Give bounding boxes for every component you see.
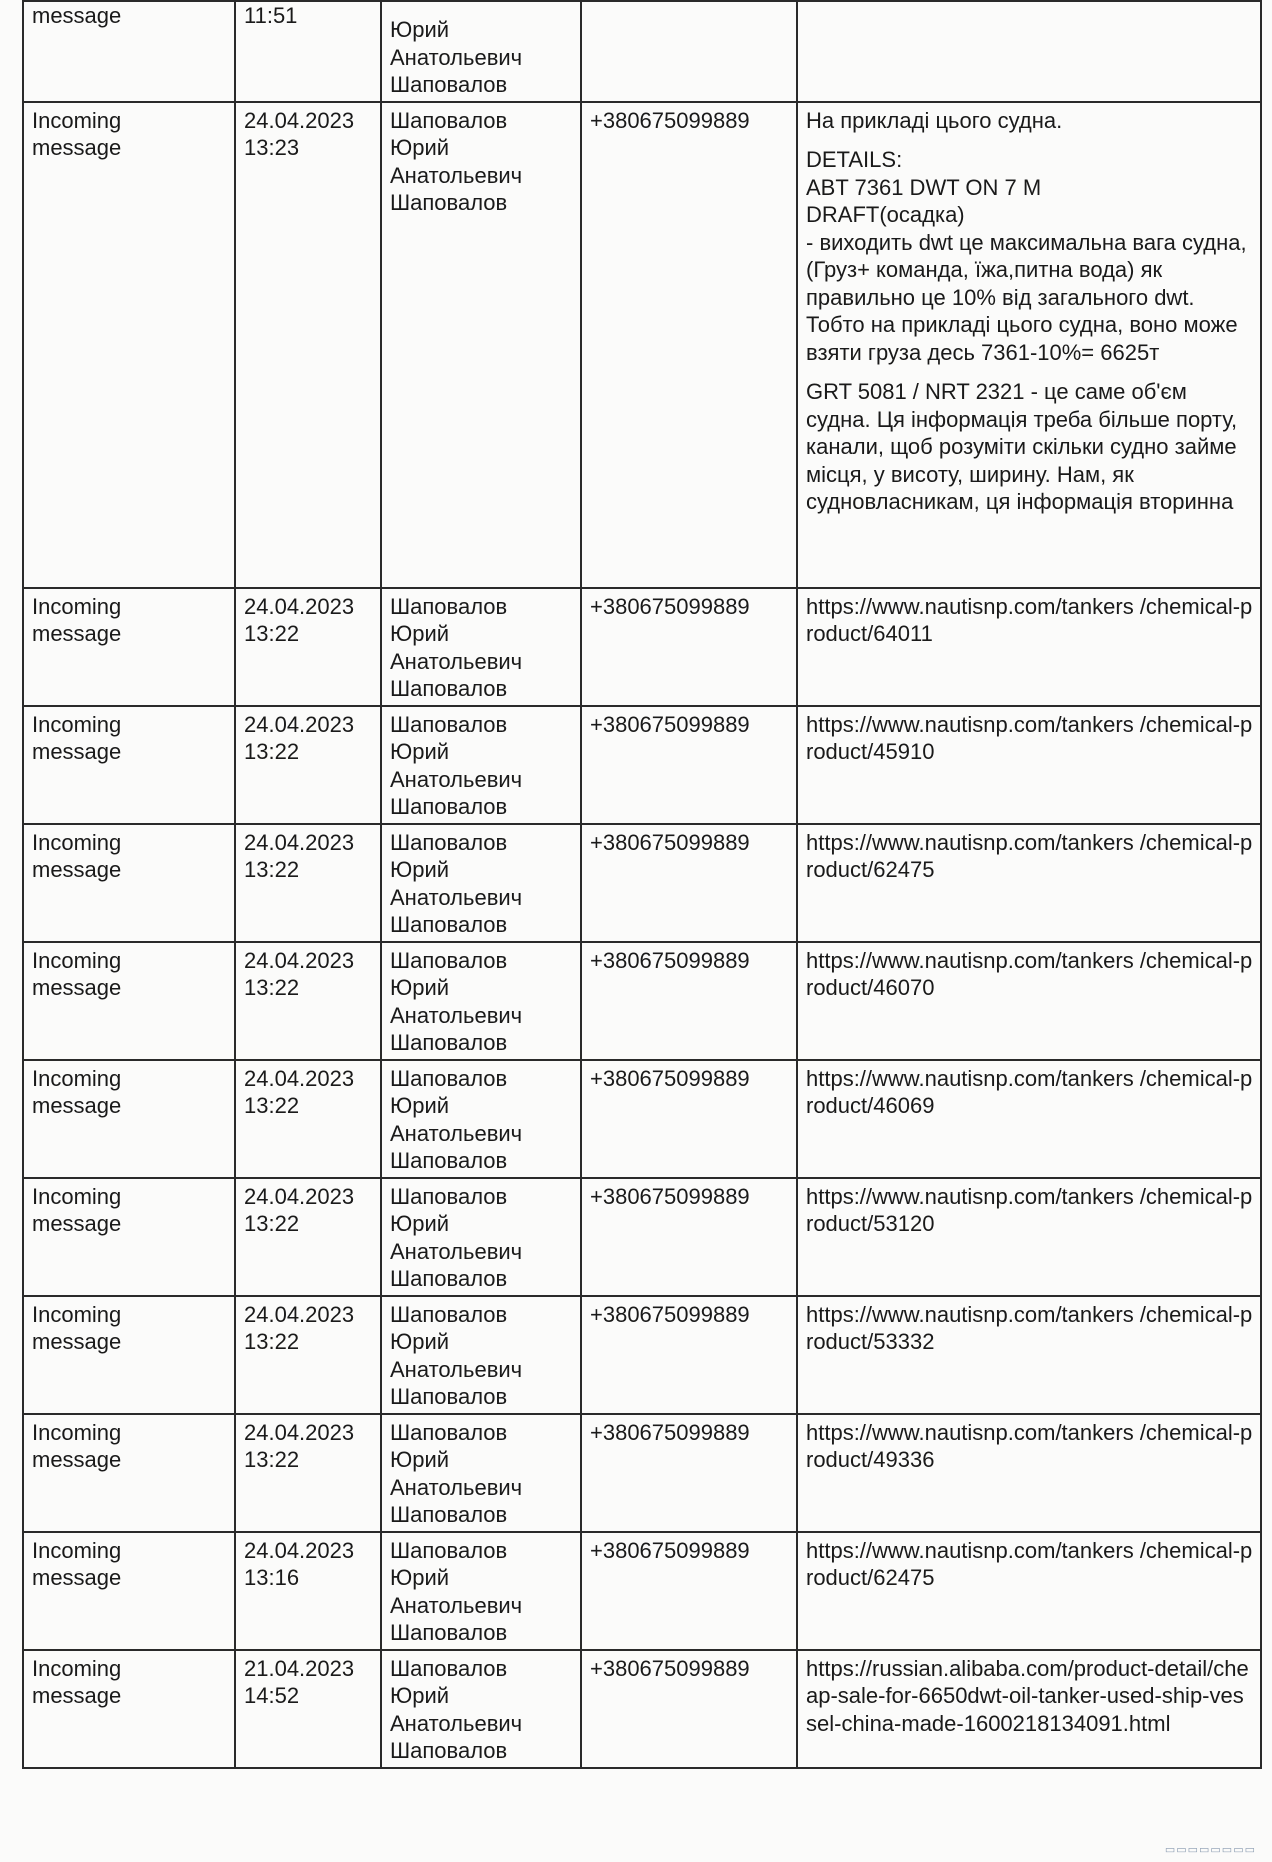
type-line: message <box>32 621 122 646</box>
sender-line: Юрий <box>390 135 450 160</box>
time-text: 13:22 <box>244 1211 300 1236</box>
message-cell <box>797 1414 1261 1532</box>
sender-cell <box>381 588 581 706</box>
table-row <box>23 942 1261 1060</box>
message-link-text: https://www.nautisnp.com/tankers /chemical-product/53332 <box>806 1301 1253 1354</box>
datetime-cell <box>235 1296 381 1414</box>
datetime-cell <box>235 1178 381 1296</box>
phone-text: +380675099889 <box>590 947 750 973</box>
phone-text: +380675099889 <box>590 711 750 737</box>
message-log-body <box>23 1 1261 1768</box>
phone-cell <box>581 1650 797 1768</box>
sender-cell <box>381 942 581 1060</box>
type-text: message <box>32 3 122 28</box>
sender-line: Анатольевич <box>390 884 523 910</box>
phone-text: +380675099889 <box>590 1183 750 1209</box>
sender-line: Шаповалов <box>390 1419 508 1445</box>
sender-line: Юрий <box>390 1447 450 1472</box>
time-text: 13:22 <box>244 1093 300 1118</box>
message-cell <box>797 942 1261 1060</box>
phone-text: +380675099889 <box>590 107 750 133</box>
sender-cell <box>381 1060 581 1178</box>
type-line: Incoming <box>32 1537 122 1563</box>
message-cell <box>797 1 1261 102</box>
datetime-cell <box>235 102 381 588</box>
sender-line: Юрий <box>390 1329 450 1354</box>
phone-cell <box>581 942 797 1060</box>
type-line: Incoming <box>32 1065 122 1091</box>
time-text: 13:22 <box>244 857 300 882</box>
message-cell <box>797 1178 1261 1296</box>
date-text: 24.04.2023 <box>244 1419 355 1445</box>
type-line: message <box>32 739 122 764</box>
message-link-text: https://www.nautisnp.com/tankers /chemical-product/64011 <box>806 593 1253 646</box>
sender-cell <box>381 1 581 102</box>
message-cell <box>797 102 1261 588</box>
date-text: 24.04.2023 <box>244 829 355 855</box>
time-text: 13:22 <box>244 1447 300 1472</box>
message-paragraph: DETAILS: ABT 7361 DWT ON 7 M DRAFT(осадка) - виходить dwt це максимальна вага судна, (Груз+ команда, їжа,питна вода) як правильно це 10% від загального dwt. Тобто на прикладі цього судна, воно може взяти груза десь 7361-10%= 6625т <box>806 147 1247 365</box>
type-cell <box>23 1532 235 1650</box>
table-row <box>23 588 1261 706</box>
sender-line: Шаповалов <box>390 912 508 937</box>
sender-line: Анатольевич <box>390 648 523 674</box>
type-cell <box>23 102 235 588</box>
phone-cell <box>581 1296 797 1414</box>
sender-line: Шаповалов <box>390 1148 508 1173</box>
message-cell <box>797 1532 1261 1650</box>
phone-cell <box>581 1414 797 1532</box>
type-line: message <box>32 1447 122 1472</box>
type-line: Incoming <box>32 1419 122 1445</box>
sender-line: Шаповалов <box>390 107 508 133</box>
sender-line: Анатольевич <box>390 1474 523 1500</box>
type-cell <box>23 1178 235 1296</box>
sender-line: Шаповалов <box>390 72 508 97</box>
table-row-detail <box>23 102 1261 588</box>
sender-line: Анатольевич <box>390 1238 523 1264</box>
phone-text: +380675099889 <box>590 1065 750 1091</box>
sender-line: Анатольевич <box>390 1592 523 1618</box>
sender-line: Шаповалов <box>390 829 508 855</box>
type-line: message <box>32 975 122 1000</box>
sender-line: Шаповалов <box>390 1065 508 1091</box>
sender-cell <box>381 102 581 588</box>
message-link-text: https://www.nautisnp.com/tankers /chemical-product/53120 <box>806 1183 1253 1236</box>
message-cell <box>797 706 1261 824</box>
sender-line: Шаповалов <box>390 1030 508 1055</box>
table-row <box>23 1296 1261 1414</box>
message-link-text: https://www.nautisnp.com/tankers /chemical-product/46069 <box>806 1065 1253 1118</box>
message-cell <box>797 588 1261 706</box>
phone-cell <box>581 1 797 102</box>
message-link-text: https://www.nautisnp.com/tankers /chemical-product/46070 <box>806 947 1253 1000</box>
sender-line: Шаповалов <box>390 190 508 215</box>
time-text: 13:16 <box>244 1565 300 1590</box>
type-line: Incoming <box>32 947 122 973</box>
table-row-top-partial <box>23 1 1261 102</box>
message-cell <box>797 1060 1261 1178</box>
phone-cell <box>581 824 797 942</box>
paragraph-gap <box>806 366 1254 378</box>
message-paragraph: На прикладі цього судна. <box>806 107 1063 133</box>
date-text: 24.04.2023 <box>244 1301 355 1327</box>
message-link-text: https://www.nautisnp.com/tankers /chemical-product/45910 <box>806 711 1253 764</box>
sender-line: Юрий <box>390 1683 450 1708</box>
type-cell <box>23 942 235 1060</box>
datetime-cell <box>235 588 381 706</box>
type-cell <box>23 1296 235 1414</box>
sender-line: Анатольевич <box>390 1002 523 1028</box>
sender-line: Шаповалов <box>390 1301 508 1327</box>
sender-line: Шаповалов <box>390 711 508 737</box>
message-cell <box>797 824 1261 942</box>
time-text: 14:52 <box>244 1683 300 1708</box>
sender-cell <box>381 824 581 942</box>
time-text: 13:22 <box>244 739 300 764</box>
date-text: 24.04.2023 <box>244 711 355 737</box>
type-line: Incoming <box>32 829 122 855</box>
sender-cell <box>381 1178 581 1296</box>
sender-line: Анатольевич <box>390 766 523 792</box>
date-text: 24.04.2023 <box>244 1183 355 1209</box>
type-line: message <box>32 1329 122 1354</box>
phone-cell <box>581 588 797 706</box>
table-row <box>23 1178 1261 1296</box>
message-link-text: https://www.nautisnp.com/tankers /chemical-product/49336 <box>806 1419 1253 1472</box>
table-row <box>23 1650 1261 1768</box>
table-row <box>23 1060 1261 1178</box>
date-text: 21.04.2023 <box>244 1655 355 1681</box>
sender-line: Шаповалов <box>390 947 508 973</box>
sender-line: Юрий <box>390 975 450 1000</box>
sender-line: Юрий <box>390 1211 450 1236</box>
date-text: 24.04.2023 <box>244 107 355 133</box>
phone-cell <box>581 102 797 588</box>
time-text: 13:22 <box>244 621 300 646</box>
phone-text: +380675099889 <box>590 1655 750 1681</box>
sender-line: Юрий <box>390 1093 450 1118</box>
sender-line: Анатольевич <box>390 162 523 188</box>
date-text: 24.04.2023 <box>244 1537 355 1563</box>
datetime-cell <box>235 1414 381 1532</box>
sender-line: Шаповалов <box>390 1537 508 1563</box>
sender-line: Шаповалов <box>390 794 508 819</box>
sender-cell <box>381 706 581 824</box>
sender-line: Анатольевич <box>390 1710 523 1736</box>
sender-line: Шаповалов <box>390 1620 508 1645</box>
time-text: 13:23 <box>244 135 300 160</box>
phone-cell <box>581 706 797 824</box>
time-text: 13:22 <box>244 1329 300 1354</box>
type-cell <box>23 588 235 706</box>
sender-line: Шаповалов <box>390 1384 508 1409</box>
type-line: message <box>32 135 122 160</box>
phone-cell <box>581 1060 797 1178</box>
sender-line: Юрий <box>390 857 450 882</box>
phone-cell <box>581 1178 797 1296</box>
sender-line: Анатольевич <box>390 1120 523 1146</box>
time-text: 11:51 <box>244 3 298 28</box>
type-cell <box>23 706 235 824</box>
sender-cell <box>381 1532 581 1650</box>
type-line: Incoming <box>32 1301 122 1327</box>
phone-text: +380675099889 <box>590 593 750 619</box>
datetime-cell <box>235 942 381 1060</box>
message-link-text: https://www.nautisnp.com/tankers /chemical-product/62475 <box>806 1537 1253 1590</box>
type-cell <box>23 1650 235 1768</box>
paragraph-gap <box>806 134 1254 146</box>
sender-line: Шаповалов <box>390 1738 508 1763</box>
type-cell <box>23 824 235 942</box>
message-link-text: https://russian.alibaba.com/product-detail/cheap-sale-for-6650dwt-oil-tanker-used-ship-vessel-china-made-1600218134091.html <box>806 1655 1249 1736</box>
sender-line: Юрий <box>390 739 450 764</box>
phone-text: +380675099889 <box>590 829 750 855</box>
date-text: 24.04.2023 <box>244 1065 355 1091</box>
datetime-cell <box>235 706 381 824</box>
sender-line: Юрий <box>390 17 450 42</box>
message-paragraph: GRT 5081 / NRT 2321 - це саме об'єм судна. Ця інформація треба більше порту, канали, щоб розуміти скільки судно займе місця, у висоту, ширину. Нам, як судновласникам, ця інформація вторинна <box>806 379 1244 514</box>
sender-cell <box>381 1650 581 1768</box>
datetime-cell <box>235 1060 381 1178</box>
datetime-cell <box>235 1650 381 1768</box>
date-text: 24.04.2023 <box>244 593 355 619</box>
type-line: Incoming <box>32 593 122 619</box>
type-line: Incoming <box>32 107 122 133</box>
sender-line: Шаповалов <box>390 1655 508 1681</box>
type-line: Incoming <box>32 1183 122 1209</box>
sender-line: Юрий <box>390 621 450 646</box>
type-line: message <box>32 1565 122 1590</box>
sender-line: Шаповалов <box>390 593 508 619</box>
sender-line: Анатольевич <box>390 1356 523 1382</box>
table-row <box>23 824 1261 942</box>
type-line: message <box>32 857 122 882</box>
datetime-cell <box>235 824 381 942</box>
sender-cell <box>381 1296 581 1414</box>
message-cell <box>797 1650 1261 1768</box>
phone-text: +380675099889 <box>590 1537 750 1563</box>
phone-text: +380675099889 <box>590 1301 750 1327</box>
message-link-text: https://www.nautisnp.com/tankers /chemical-product/62475 <box>806 829 1253 882</box>
type-line: message <box>32 1211 122 1236</box>
date-text: 24.04.2023 <box>244 947 355 973</box>
type-line: message <box>32 1093 122 1118</box>
datetime-cell <box>235 1532 381 1650</box>
type-line: Incoming <box>32 711 122 737</box>
sender-line: Юрий <box>390 1565 450 1590</box>
type-line: message <box>32 1683 122 1708</box>
table-row <box>23 1532 1261 1650</box>
time-cell <box>235 1 381 102</box>
phone-cell <box>581 1532 797 1650</box>
sender-cell <box>381 1414 581 1532</box>
table-row <box>23 706 1261 824</box>
type-cell <box>23 1060 235 1178</box>
phone-text: +380675099889 <box>590 1419 750 1445</box>
sender-line: Шаповалов <box>390 1502 508 1527</box>
time-text: 13:22 <box>244 975 300 1000</box>
message-log-table <box>22 0 1262 1769</box>
type-cell <box>23 1414 235 1532</box>
type-cell <box>23 1 235 102</box>
sender-line: Шаповалов <box>390 676 508 701</box>
message-cell <box>797 1296 1261 1414</box>
sender-line: Шаповалов <box>390 1266 508 1291</box>
table-row <box>23 1414 1261 1532</box>
footer-stamp-mark: ▭▭▭▭▭▭▭▭ <box>1164 1844 1256 1856</box>
type-line: Incoming <box>32 1655 122 1681</box>
sender-line: Шаповалов <box>390 1183 508 1209</box>
sender-line: Анатольевич <box>390 44 523 70</box>
